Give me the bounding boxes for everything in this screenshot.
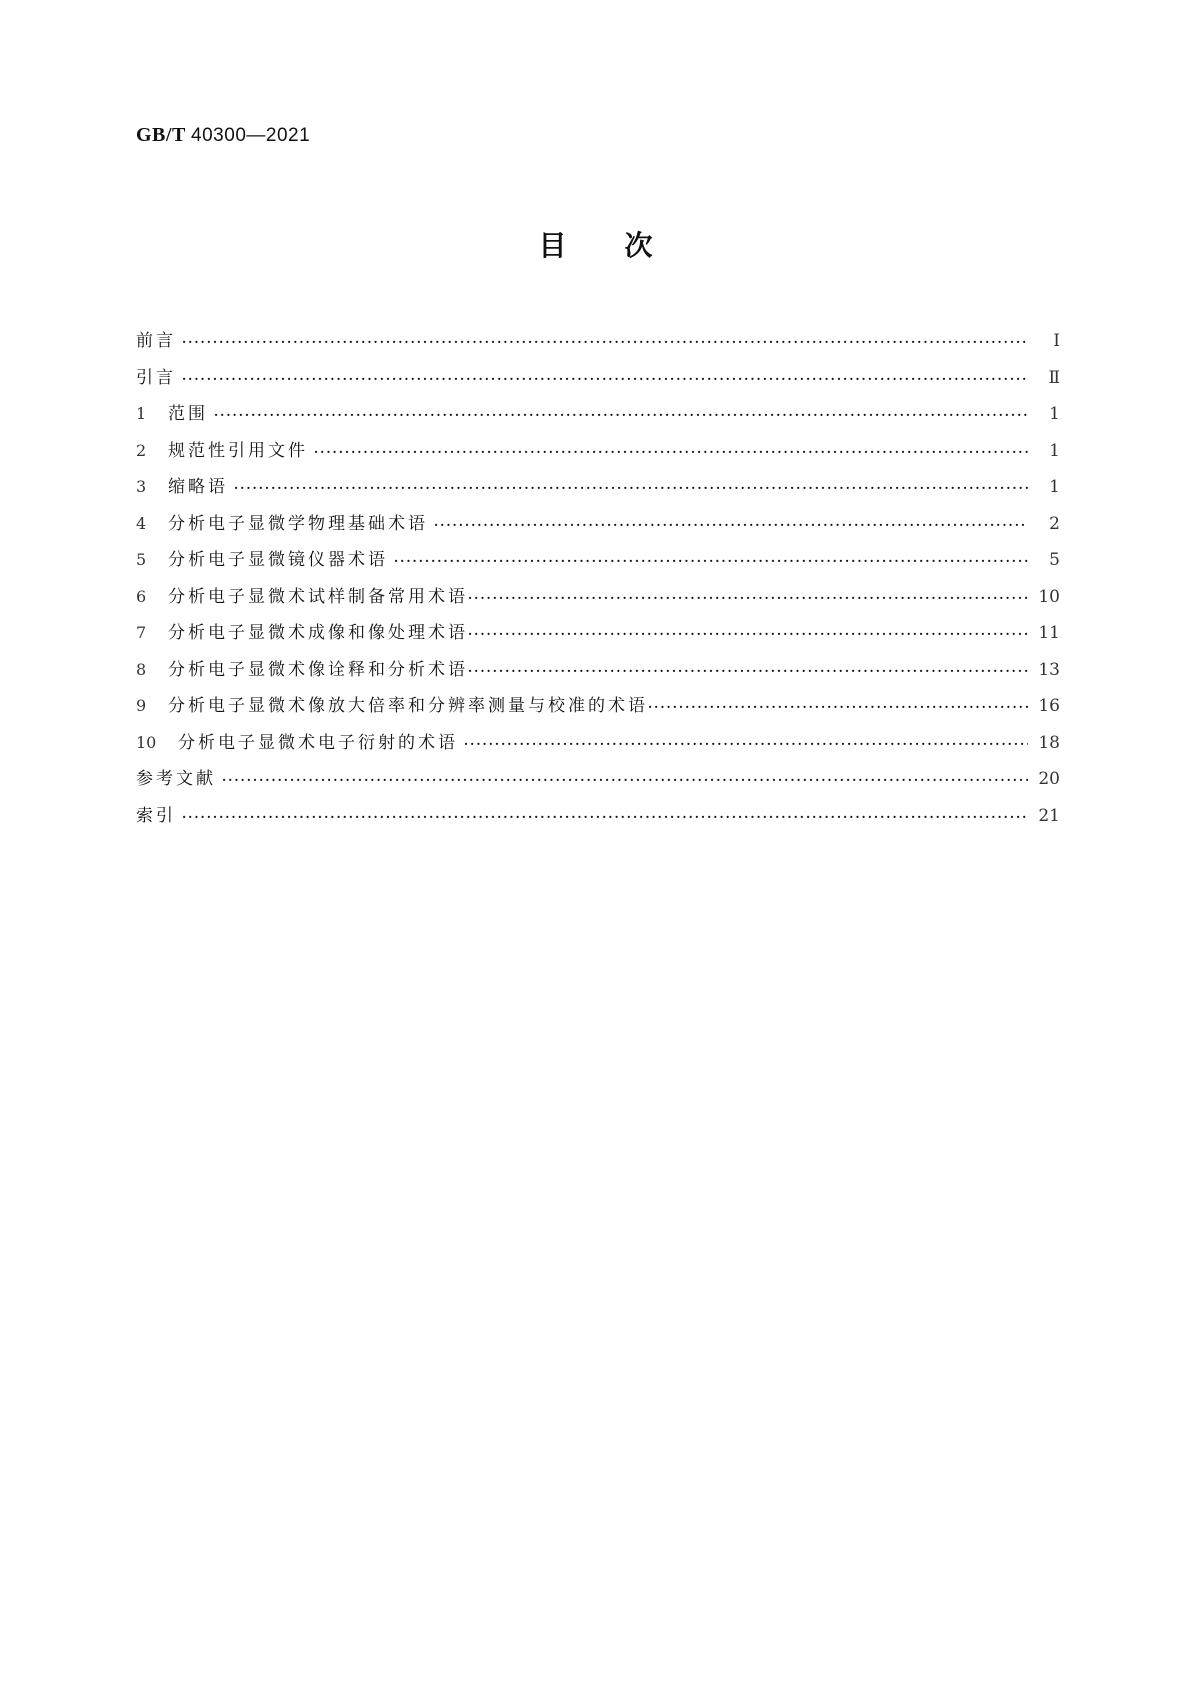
toc-entry-page: 13 bbox=[1038, 659, 1060, 680]
toc-entry-number: 5 bbox=[136, 550, 147, 569]
toc-entry-page: 1 bbox=[1049, 404, 1060, 424]
dot-leader bbox=[314, 444, 1028, 456]
title-char-2: 次 bbox=[624, 229, 653, 262]
toc-entry-bibliography[interactable] bbox=[136, 764, 1060, 801]
page-title bbox=[0, 224, 1191, 264]
toc-entry-10[interactable] bbox=[136, 728, 1060, 765]
toc-entry-label: 索引 bbox=[136, 805, 176, 826]
dot-leader bbox=[182, 809, 1028, 821]
dot-leader bbox=[468, 663, 1028, 675]
toc-entry-4[interactable] bbox=[136, 509, 1060, 546]
toc-entry-label: 规范性引用文件 bbox=[168, 440, 308, 461]
dot-leader bbox=[648, 699, 1028, 711]
toc-entry-number: 3 bbox=[136, 477, 147, 496]
toc-entry-introduction[interactable] bbox=[136, 363, 1060, 400]
toc-entry-label: 前言 bbox=[136, 331, 176, 351]
toc-entry-number: 2 bbox=[136, 440, 147, 460]
toc-entry-5[interactable] bbox=[136, 545, 1060, 582]
toc-entry-label: 分析电子显微术电子衍射的术语 bbox=[178, 732, 458, 753]
toc-entry-page: 16 bbox=[1038, 696, 1060, 716]
table-of-contents bbox=[136, 326, 1060, 837]
standard-number: 40300—2021 bbox=[191, 125, 311, 146]
toc-entry-number: 10 bbox=[136, 732, 157, 752]
toc-entry-page: Ⅰ bbox=[1053, 331, 1060, 351]
toc-entry-label: 分析电子显微镜仪器术语 bbox=[168, 550, 388, 570]
toc-entry-8[interactable] bbox=[136, 655, 1060, 692]
toc-entry-label: 缩略语 bbox=[168, 477, 228, 497]
title-char-1: 目 bbox=[538, 229, 567, 262]
toc-entry-page: 5 bbox=[1049, 550, 1060, 570]
toc-entry-7[interactable] bbox=[136, 618, 1060, 655]
toc-entry-page: 10 bbox=[1038, 586, 1060, 607]
dot-leader bbox=[468, 590, 1028, 602]
toc-entry-1[interactable] bbox=[136, 399, 1060, 436]
toc-entry-label: 分析电子显微术成像和像处理术语 bbox=[168, 623, 468, 643]
toc-entry-index[interactable] bbox=[136, 801, 1060, 838]
toc-entry-3[interactable] bbox=[136, 472, 1060, 509]
toc-entry-page: 1 bbox=[1049, 440, 1060, 461]
toc-entry-label: 参考文献 bbox=[136, 769, 216, 789]
toc-entry-label: 分析电子显微术像放大倍率和分辨率测量与校准的术语 bbox=[168, 696, 648, 716]
toc-entry-number: 7 bbox=[136, 623, 147, 642]
toc-entry-page: 18 bbox=[1038, 732, 1060, 753]
toc-entry-number: 6 bbox=[136, 586, 147, 606]
toc-entry-2[interactable] bbox=[136, 436, 1060, 473]
toc-entry-page: 11 bbox=[1038, 623, 1060, 643]
toc-entry-number: 8 bbox=[136, 659, 147, 679]
toc-entry-label: 引言 bbox=[136, 367, 176, 388]
toc-entry-9[interactable] bbox=[136, 691, 1060, 728]
standard-prefix: GB/T bbox=[136, 124, 186, 146]
standard-code bbox=[136, 124, 310, 147]
toc-entry-label: 分析电子显微术像诠释和分析术语 bbox=[168, 659, 468, 680]
dot-leader bbox=[182, 334, 1028, 346]
toc-entry-page: 21 bbox=[1038, 805, 1060, 826]
toc-entry-page: 2 bbox=[1049, 513, 1060, 534]
toc-entry-6[interactable] bbox=[136, 582, 1060, 619]
toc-entry-page: 20 bbox=[1038, 769, 1060, 789]
toc-entry-label: 范围 bbox=[168, 404, 208, 424]
dot-leader bbox=[214, 407, 1028, 419]
toc-entry-label: 分析电子显微学物理基础术语 bbox=[168, 513, 428, 534]
dot-leader bbox=[464, 736, 1028, 748]
toc-entry-page: 1 bbox=[1049, 477, 1060, 497]
dot-leader bbox=[222, 772, 1028, 784]
toc-entry-number: 9 bbox=[136, 696, 147, 715]
toc-entry-foreword[interactable] bbox=[136, 326, 1060, 363]
dot-leader bbox=[182, 371, 1028, 383]
dot-leader bbox=[234, 480, 1028, 492]
toc-entry-number: 4 bbox=[136, 513, 147, 533]
toc-entry-page: Ⅱ bbox=[1048, 367, 1060, 388]
toc-entry-number: 1 bbox=[136, 404, 147, 423]
dot-leader bbox=[434, 517, 1028, 529]
dot-leader bbox=[468, 626, 1028, 638]
dot-leader bbox=[394, 553, 1028, 565]
toc-entry-label: 分析电子显微术试样制备常用术语 bbox=[168, 586, 468, 607]
